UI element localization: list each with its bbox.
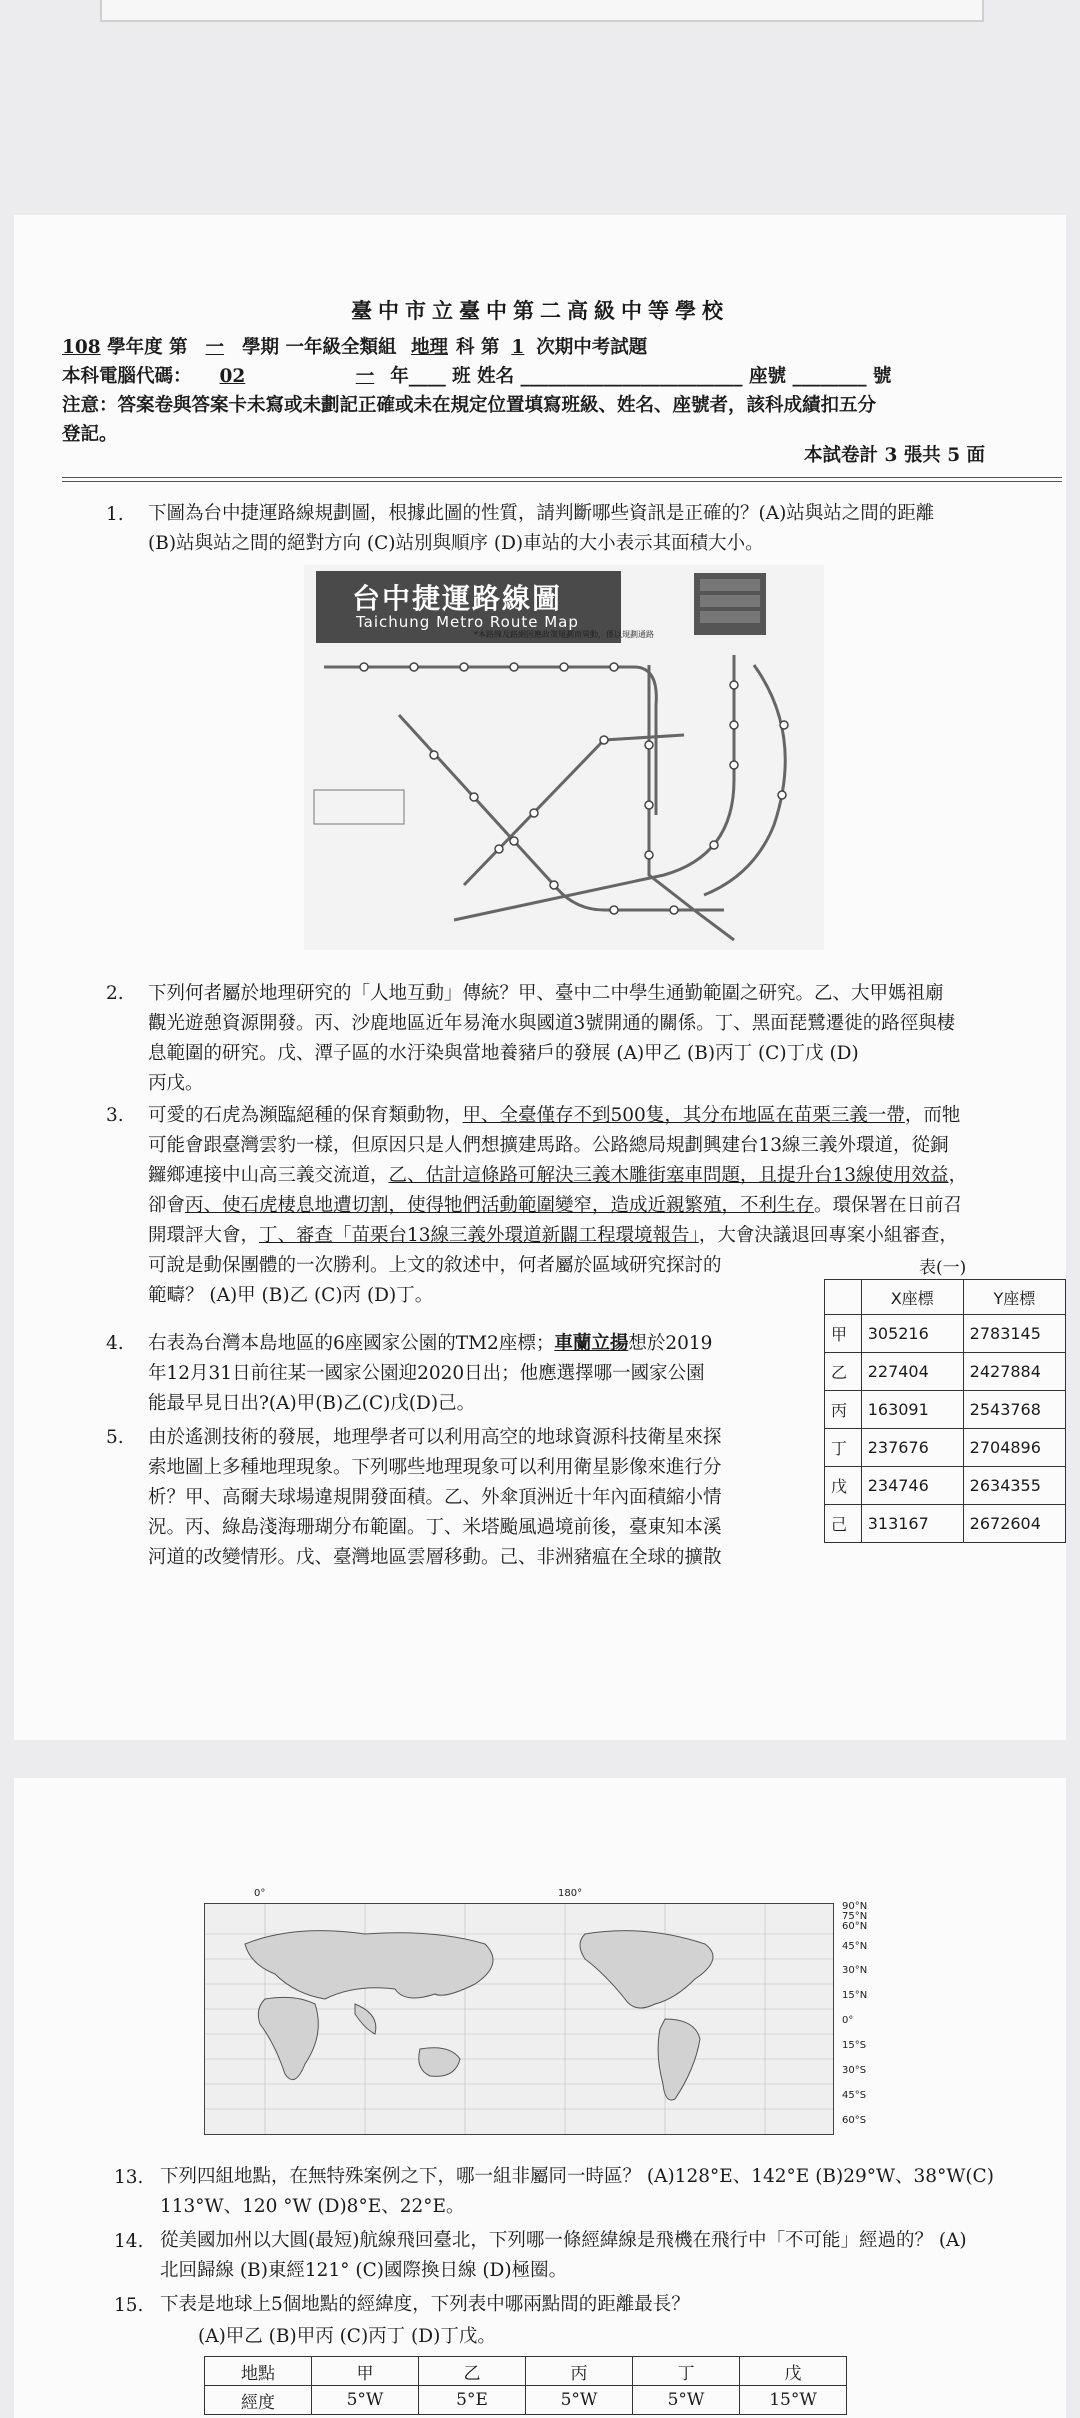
south-america-shape [658,2019,700,2100]
world-map [204,1903,834,2135]
question-2-line-4: 丙戊。 [148,1073,204,1094]
india-shape [355,2004,376,2034]
table-row: 乙 227404 2427884 [825,1353,1066,1391]
latitude-label: 15°S [842,2040,867,2051]
latitude-label: 45°N [842,1941,868,1952]
question-15-line-2: (A)甲乙 (B)甲丙 (C)丙丁 (D)丁戊。 [198,2326,496,2347]
question-3-line-3: 鑼鄉連接中山高三義交流道，乙、估計這條路可解決三義木雕街塞車問題，且提升台13線使用效益， [148,1165,968,1186]
latitude-label: 90°N [842,1901,868,1912]
north-america-shape [580,1931,713,2008]
question-number: 5. [106,1427,124,1448]
code-value: 02 [219,366,246,387]
grade-value: 一 [355,366,375,387]
metro-map-subtitle: Taichung Metro Route Map [356,613,579,631]
school-name: 臺中市立臺中第二高級中等學校 [351,298,729,323]
taichung-metro-map [304,565,824,950]
question-number: 15. [114,2295,144,2316]
exam-subject: 地理 [410,337,448,358]
question-number: 14. [114,2231,144,2252]
table-row: 己 313167 2672604 [825,1505,1066,1543]
coordinates-table [204,2356,847,2415]
question-number: 3. [106,1105,124,1126]
table-row: 戊 234746 2634355 [825,1467,1066,1505]
question-3-line-2: 可能會跟臺灣雲豹一樣，但原因只是人們想擴建馬路。公路總局規劃興建台13線三義外環道，從銅 [148,1135,949,1156]
red-line-path [454,655,734,920]
table-row: 經度 5°W 5°E 5°W 5°W 15°W [205,2386,847,2415]
header-rule-1 [62,477,1062,478]
metro-map-title: 台中捷運路線圖 [352,582,563,615]
question-3-line-1: 可愛的石虎為瀕臨絕種的保育類動物，甲、全臺僅存不到500隻，其分布地區在苗栗三義一帶，而牠 [148,1105,961,1126]
latitude-label: 30°N [842,1965,868,1976]
question-2-line-1: 下列何者屬於地理研究的「人地互動」傳統？甲、臺中二中學生通勤範圍之研究。乙、大甲媽祖廟 [148,983,944,1004]
table-header-row: X座標 Y座標 [825,1280,1066,1315]
exam-year: 108 [62,337,101,358]
notice-line-2: 登記。 [62,424,118,445]
question-number: 4. [106,1333,124,1354]
question-4-line-3: 能最早見日出?(A)甲(B)乙(C)戊(D)己。 [148,1393,476,1414]
question-3-line-7: 範疇？ (A)甲 (B)乙 (C)丙 (D)丁。 [148,1285,434,1306]
question-14-line-2: 北回歸線 (B)東經121° (C)國際換日線 (D)極圈。 [160,2260,568,2281]
latitude-label: 0° [842,2015,854,2026]
green-line-path [399,715,724,910]
question-3-line-5: 開環評大會，丁、審查「苗栗台13線三義外環道新闢工程環境報告」，大會決議退回專案小組審查， [148,1225,958,1246]
question-4-line-2: 年12月31日前往某一國家公園迎2020日出；他應選擇哪一國家公園 [148,1363,705,1384]
header-rule-2 [62,481,1062,482]
table-row: 丁 237676 2704896 [825,1429,1066,1467]
question-14-line-1: 從美國加州以大圓(最短)航線飛回臺北，下列哪一條經緯線是飛機在飛行中「不可能」經過的？ (A) [160,2230,967,2251]
cross-line-path [464,735,684,885]
exam-term: 1 [511,337,525,358]
code-label: 本科電腦代碼： [62,366,192,387]
world-map-graphic [205,1904,833,2134]
orange-line-path [649,665,734,940]
previous-page-edge [100,0,984,22]
question-3-line-6: 可說是動保團體的一次勝利。上文的敘述中，何者屬於區域研究探討的 [148,1255,722,1276]
question-13-line-2: 113°W、120 °W (D)8°E、22°E。 [160,2196,465,2217]
question-13-line-1: 下列四組地點，在無特殊案例之下，哪一組非屬同一時區？ (A)128°E、142°E (B)29°W、38°W(C) [160,2166,994,2187]
exam-semester: 一 [205,337,225,358]
question-5-line-3: 析？甲、高爾夫球場違規開發面積。乙、外傘頂洲近十年內面積縮小情 [148,1487,722,1508]
question-1-line-1: 下圖為台中捷運路線規劃圖，根據此圖的性質，請判斷哪些資訊是正確的？(A)站與站之間的距離 [148,503,935,524]
question-15-line-1: 下表是地球上5個地點的經緯度，下列表中哪兩點間的距離最長？ [160,2294,690,2315]
latitude-label: 30°S [842,2065,867,2076]
question-5-line-1: 由於遙測技術的發展，地理學者可以利用高空的地球資源科技衛星來探 [148,1427,722,1448]
question-4-line-1: 右表為台灣本島地區的6座國家公園的TM2座標；車蘭立揚想於2019 [148,1333,713,1354]
question-2-line-3: 息範圍的研究。戊、潭子區的水汙染與當地養豬戶的發展 (A)甲乙 (B)丙丁 (C)丁戊 (D) [148,1043,859,1064]
student-info-line [62,362,891,388]
exam-page-1 [14,215,1066,1740]
question-number: 13. [114,2167,144,2188]
table-row: 甲 305216 2783145 [825,1315,1066,1353]
table-header-row: 地點 甲 乙 丙 丁 戊 [205,2357,847,2386]
metro-lines [304,565,824,950]
pages-note: 本試卷計 3 張共 5 面 [804,445,986,466]
longitude-label: 180° [558,1888,583,1899]
latitude-label: 60°S [842,2115,867,2126]
question-number: 2. [106,983,124,1004]
longitude-label: 0° [254,1888,266,1899]
question-1-line-2: (B)站與站之間的絕對方向 (C)站別與順序 (D)車站的大小表示其面積大小。 [148,533,764,554]
exam-page-2 [14,1778,1066,2418]
question-5-line-2: 索地圖上多種地理現象。下列哪些地理現象可以利用衛星影像來進行分 [148,1457,722,1478]
question-5-line-4: 況。丙、綠島淺海珊瑚分布範圍。丁、米塔颱風過境前後，臺東知本溪 [148,1517,722,1538]
metro-map-note: *本路線及路網因應政策規劃而異動，係以規劃通路 [474,630,654,639]
table-row: 丙 163091 2543768 [825,1391,1066,1429]
eurasia-shape [245,1931,493,1999]
question-5-line-5: 河道的改變情形。戊、臺灣地區雲層移動。己、非洲豬瘟在全球的擴散 [148,1547,722,1568]
latitude-label: 60°N [842,1921,868,1932]
latitude-label: 75°N [842,1911,868,1922]
exam-title-line: 108 學年度 第 一 學期 一年級全類組 地理 科 第 1 次期中考試題 [62,337,648,358]
loop-line-path [704,665,785,895]
tm2-coordinate-table [824,1279,1066,1543]
table-caption: 表(一) [919,1258,967,1278]
question-3-line-4: 卻會丙、使石虎棲息地遭切割，使得牠們活動範圍變窄，造成近親繁殖，不利生存。環保署在日前召 [148,1195,963,1216]
question-number: 1. [106,504,124,525]
notice-line-1: 注意：答案卷與答案卡未寫或未劃記正確或未在規定位置填寫班級、姓名、座號者，該科成績扣五分 [62,395,877,416]
africa-shape [258,1997,318,2079]
latitude-label: 15°N [842,1990,868,2001]
class-name-seat: 年____ 班 姓名 ________________________ 座號 ________ 號 [390,366,892,387]
question-2-line-2: 觀光遊憩資源開發。丙、沙鹿地區近年易淹水與國道3號開通的關係。丁、黑面琵鷺遷徙的路徑與棲 [148,1013,956,1034]
latitude-label: 45°S [842,2090,867,2101]
australia-shape [419,2048,460,2077]
